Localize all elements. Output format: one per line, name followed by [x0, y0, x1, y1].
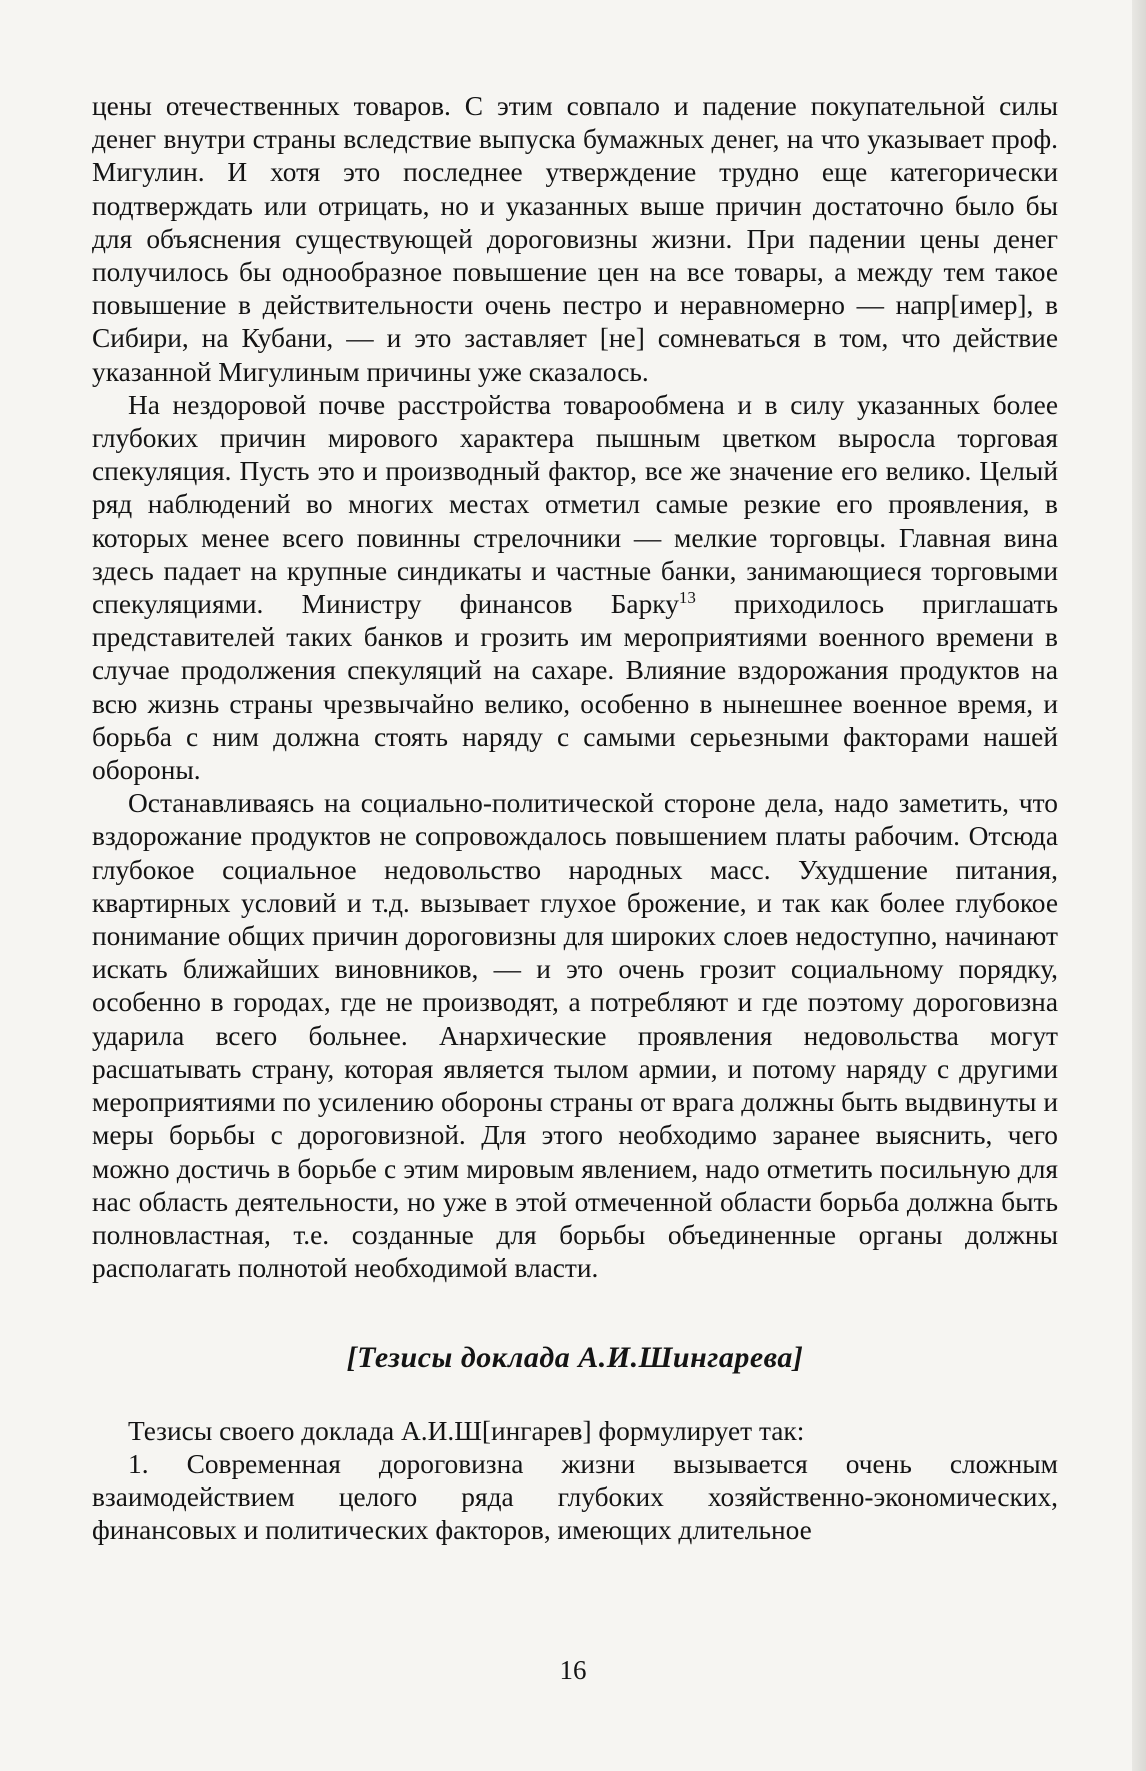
footnote-ref-13[interactable]: 13: [678, 587, 696, 607]
paragraph-3: Останавливаясь на социально-политической стороне дела, надо заметить, что вздорожание продуктов не сопровождалось повышением платы рабочим. Отсюда глубокое социальное недовольство народных масс. Ухудшение питания, квартирных условий и т.д. вызывает глухое брожение, и так как более глубокое понимание общих причин дороговизны для широких слоев недоступно, начинают искать ближайших виновников, — и это очень грозит социальному порядку, особенно в городах, где не производят, а потребляют и где поэтому дороговизна ударила всего больнее. Анархические проявления недовольства могут расшатывать страну, которая является тылом армии, и потому наряду с другими мероприятиями по усилению обороны страны от врага должны быть выдвинуты и меры борьбы с дороговизной. Для этого необходимо заранее выяснить, чего можно достичь в борьбе с этим мировым явлением, надо отметить посильную для нас область деятельности, но уже в этой отмеченной области борьба должна быть полновластная, т.е. созданные для борьбы объединенные органы должны располагать полнотой необходимой власти.: [92, 788, 1058, 1284]
paragraph-4: Тезисы своего доклада А.И.Ш[ингарев] формулирует так:: [128, 1415, 805, 1446]
page-edge-shadow: [1132, 0, 1146, 1771]
page-number: 16: [559, 1655, 587, 1685]
paragraph-5: 1. Современная дороговизна жизни вызывается очень сложным взаимодействием целого ряда глубоких хозяйственно-экономических, финансовых и политических факторов, имеющих длительное: [92, 1448, 1058, 1546]
paragraph-1: цены отечественных товаров. С этим совпало и падение покупательной силы денег внутри страны вследствие выпуска бумажных денег, на что указывает проф. Мигулин. И хотя это последнее утверждение трудно еще категорически подтверждать или отрицать, но и указанных выше причин достаточно было бы для объяснения существующей дороговизны жизни. При падении цены денег получилось бы однообразное повышение цен на все товары, а между тем такое повышение в действительности очень пестро и неравномерно — напр[имер], в Сибири, на Кубани, — и это заставляет [не] сомневаться в том, что действие указанной Мигулиным причины уже сказалось.: [92, 91, 1058, 387]
document-body: [92, 90, 1058, 1547]
section-heading: [Тезисы доклада А.И.Шингарева]: [346, 1341, 804, 1375]
paragraph-2-text-a: На нездоровой почве расстройства товарообмена и в силу указанных более глубоких причин мирового характера пышным цветком выросла торговая спекуляция. Пусть это и производный фактор, все же значение его велико. Целый ряд наблюдений во многих местах отметил самые резкие его проявления, в которых менее всего повинны стрелочники — мелкие торговцы. Главная вина здесь падает на крупные синдикаты и частные банки, занимающиеся торговыми спекуляциями. Министру финансов Барку: [92, 389, 1058, 620]
paragraph-2: [92, 389, 1058, 787]
paragraph-2-text-b: приходилось приглашать представителей таких банков и грозить им мероприятиями военного времени в случае продолжения спекуляций на сахаре. Влияние вздорожания продуктов на всю жизнь страны чрезвычайно велико, особенно в нынешнее военное время, и борьба с ним должна стоять наряду с самыми серьезными факторами нашей обороны.: [92, 589, 1058, 786]
